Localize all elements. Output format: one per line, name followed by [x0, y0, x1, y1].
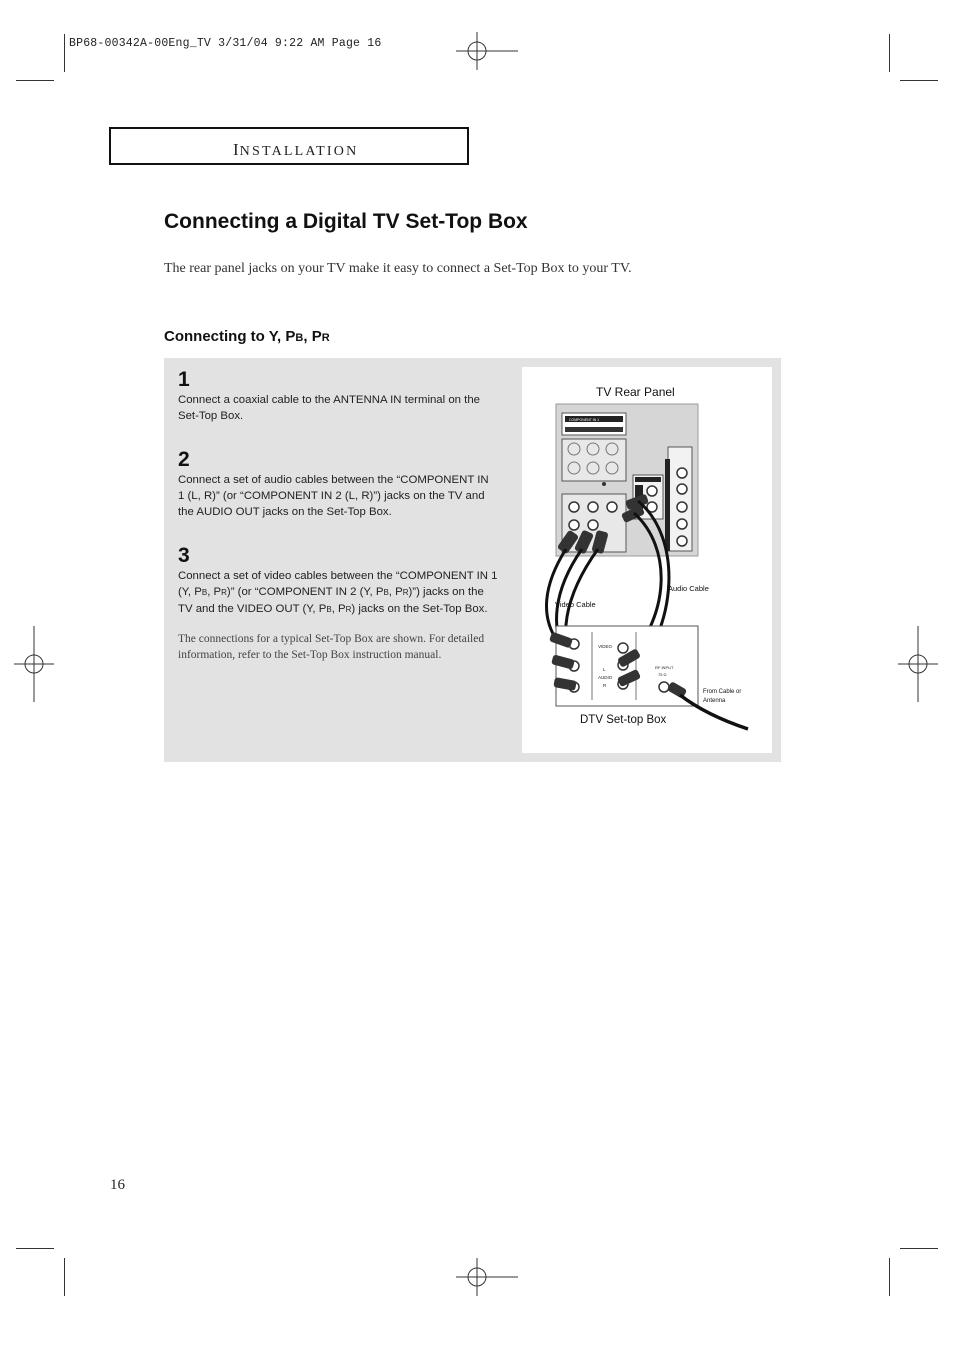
step-number: 3	[178, 544, 190, 567]
connection-diagram	[522, 367, 772, 753]
svg-text:VIDEO: VIDEO	[598, 644, 613, 649]
svg-text:L: L	[603, 667, 606, 672]
svg-text:75 Ω: 75 Ω	[658, 672, 667, 677]
svg-text:COMPONENT IN 1: COMPONENT IN 1	[569, 418, 600, 422]
svg-text:AUDIO: AUDIO	[598, 675, 613, 680]
from-cable-label: From Cable or	[703, 689, 742, 695]
crop-mark	[900, 1248, 938, 1249]
step-text: Connect a set of video cables between the “COMPONENT IN 1 (Y, PB, PR)” (or “COMPONENT IN 2 (Y, PB, PR)”) jacks on the TV and the VIDEO OUT (Y, PB, PR) jacks on the Set-Top Box.	[178, 570, 498, 615]
crop-mark	[900, 80, 938, 81]
section-header-box	[109, 127, 469, 165]
step-number: 2	[178, 448, 190, 471]
crop-mark	[889, 34, 890, 72]
crop-mark	[64, 34, 65, 72]
print-slug: BP68-00342A-00Eng_TV 3/31/04 9:22 AM Page 16	[69, 37, 382, 50]
intro-paragraph: The rear panel jacks on your TV make it easy to connect a Set-Top Box to your TV.	[164, 261, 632, 276]
registration-mark-bottom	[456, 1258, 520, 1298]
registration-mark-left	[14, 626, 56, 704]
note-text: The connections for a typical Set-Top Box are shown. For detailed information, refer to the Set-Top Box instruction manual.	[178, 633, 485, 661]
tv-rear-panel-label: TV Rear Panel	[596, 385, 675, 399]
step-text: Connect a set of audio cables between the “COMPONENT IN 1 (L, R)” (or “COMPONENT IN 2 (L, R)”) jacks on the TV and the AUDIO OUT jacks on the Set-Top Box.	[178, 474, 489, 518]
crop-mark	[16, 80, 54, 81]
from-antenna-label: Antenna	[703, 698, 726, 704]
tv-rear-panel	[556, 404, 698, 556]
page-number: 16	[110, 1177, 125, 1193]
page-title: Connecting a Digital TV Set-Top Box	[164, 210, 528, 233]
registration-mark-top	[456, 32, 520, 72]
dtv-set-top-box-label: DTV Set-top Box	[580, 714, 667, 726]
subheading: Connecting to Y, PB, PR	[164, 328, 330, 345]
instruction-panel	[164, 358, 781, 762]
step-text: Connect a coaxial cable to the ANTENNA IN terminal on the Set-Top Box.	[178, 394, 481, 422]
crop-mark	[16, 1248, 54, 1249]
crop-mark	[889, 1258, 890, 1296]
audio-cable-label: Audio Cable	[668, 584, 709, 593]
section-label: INSTALLATION	[233, 140, 359, 159]
video-cable-label: Video Cable	[555, 600, 596, 609]
registration-mark-right	[898, 626, 940, 704]
svg-text:RF INPUT: RF INPUT	[655, 665, 674, 670]
step-number: 1	[178, 368, 190, 391]
crop-mark	[64, 1258, 65, 1296]
svg-text:R: R	[603, 683, 607, 688]
